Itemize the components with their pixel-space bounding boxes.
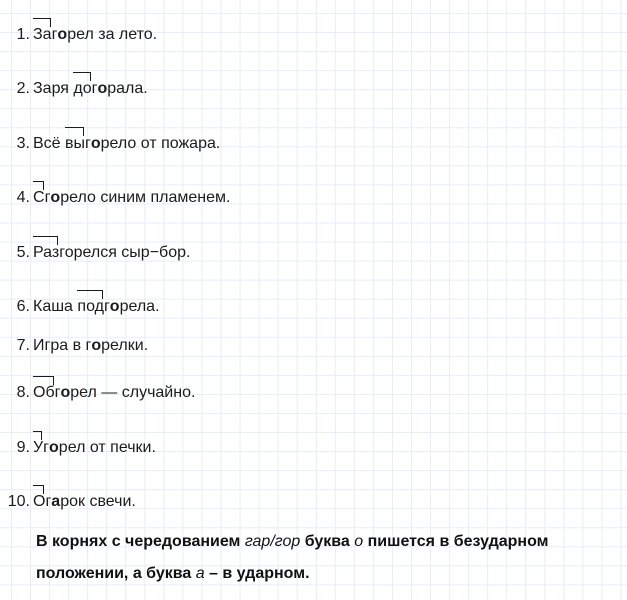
rule-text: – в ударном. [204,565,310,582]
prefix-marked: Раз [33,242,59,264]
prefix-marked: до [73,78,91,100]
root-letter: г [54,384,61,401]
list-item [0,78,148,100]
alternating-vowel: о [90,135,101,152]
item-number: 2. [16,80,30,97]
rule-text: В корнях с чередованием [36,533,245,550]
alternating-vowel: о [57,26,68,43]
root-letter: г [85,135,91,152]
alternating-vowel: о [60,384,71,401]
rule-line-2 [36,563,310,585]
item-number: 9. [16,439,30,456]
item-text-pre: Каша [33,298,78,315]
root-letter: г [51,26,58,43]
item-number: 6. [16,298,30,315]
root-letter: г [103,298,110,315]
item-text-rest: релки. [101,337,149,354]
rule-italic-root: гар/гор [244,533,301,550]
list-item [0,335,148,357]
rule-italic-letter: а [195,565,205,582]
list-item [0,491,136,513]
prefix-marked: У [33,437,43,459]
root-letter: г [45,493,52,510]
alternating-vowel: о [91,337,102,354]
rule-text: положении, а буква [36,565,196,582]
list-item [0,382,195,404]
prefix-marked: О [33,491,45,513]
root-letter: г [91,80,98,97]
item-text-rest: рело синим пламенем. [60,189,231,206]
item-text-rest: рала. [107,80,148,97]
item-number: 1. [16,26,30,43]
root-letter: г [44,189,51,206]
item-text-pre: Игра в [33,337,86,354]
rule-text: буква [300,533,355,550]
item-text-rest: рок свечи. [60,493,136,510]
rule-text: пишется в безударном [363,533,549,550]
item-number: 8. [16,384,30,401]
list-item [0,242,190,264]
list-item [0,133,220,155]
item-text-rest: рел — случайно. [70,384,196,401]
prefix-marked: За [33,24,52,46]
item-number: 5. [16,244,30,261]
item-text-rest: рело от пожара. [100,135,221,152]
item-text-rest: рела. [119,298,160,315]
list-item [0,296,160,318]
list-item [0,187,230,209]
item-text-pre: Заря [33,80,74,97]
alternating-vowel: о [97,80,108,97]
prefix-marked: Об [33,382,55,404]
alternating-vowel: о [50,189,61,206]
root-letter: горелся сыр−бор. [59,244,191,261]
rule-line-1 [36,531,548,553]
root-letter: г [43,439,50,456]
item-number: 3. [16,135,30,152]
prefix-marked: под [77,296,104,318]
alternating-vowel: о [109,298,120,315]
item-number: 7. [16,337,30,354]
item-text-rest: рел за лето. [67,26,158,43]
item-text-rest: рел от печки. [58,439,156,456]
alternating-vowel: а [51,493,61,510]
item-text-pre: Всё [33,135,66,152]
item-number: 4. [16,189,30,206]
alternating-vowel: о [49,439,59,456]
prefix-marked: вы [65,133,85,155]
list-item [0,24,157,46]
prefix-marked: С [33,187,45,209]
item-number: 10. [7,493,30,510]
list-item [0,437,156,459]
rule-italic-letter: о [354,533,364,550]
root-letter: г [85,337,92,354]
